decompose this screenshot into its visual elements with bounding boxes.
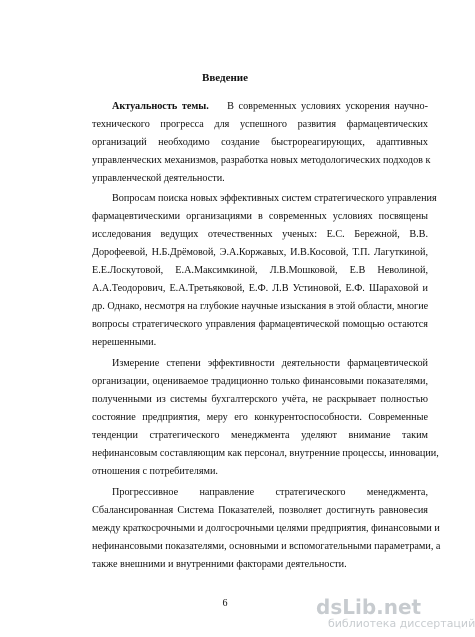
- paragraph-3-line-3: полученными из системы бухгалтерского учёта, не раскрывает полностью: [92, 394, 428, 405]
- paragraph-4-line-4: нефинансовыми показателями, основными и вспомогательными параметрами, а: [92, 541, 441, 552]
- paragraph-4-line-2: Сбалансированная Система Показателей, позволяет достигнуть равновесия: [92, 505, 428, 516]
- paragraph-3-line-5: тенденции стратегического менеджмента уделяют внимание таким: [92, 430, 428, 441]
- paragraph-3-line-1: Измерение степени эффективности деятельности фармацевтической: [112, 358, 428, 369]
- paragraph-2-line-4: Дорофеевой, Н.Б.Дрёмовой, Э.А.Коржавых, И.В.Косовой, Т.П. Лагуткиной,: [92, 247, 428, 258]
- paragraph-3-line-4: состояние предприятия, меру его конкурентоспособности. Современные: [92, 412, 428, 423]
- paragraph-1-line-5: управленческой деятельности.: [92, 173, 225, 184]
- paragraph-2-line-7: др. Однако, несмотря на глубокие научные изыскания в этой области, многие: [92, 301, 429, 312]
- watermark-caption: библиотека диссертаций: [328, 617, 475, 630]
- paragraph-4-line-1: Прогрессивное направление стратегического менеджмента,: [112, 487, 428, 498]
- paragraph-1-line-2: технического прогресса для успешного развития фармацевтических: [92, 119, 428, 130]
- paragraph-2-line-9: нерешенными.: [92, 337, 157, 348]
- paragraph-2-line-1: Вопросам поиска новых эффективных систем стратегического управления: [112, 193, 437, 204]
- paragraph-2-line-8: вопросы стратегического управления фармацевтической помощью остаются: [92, 319, 428, 330]
- paragraph-2-line-3: исследования ведущих отечественных ученых: Е.С. Бережной, В.В.: [92, 229, 428, 240]
- paragraph-2-line-6: А.А.Теодорович, Е.А.Третьяковой, Е.Ф. Л.В Устиновой, Е.Ф. Шараховой и: [92, 283, 428, 294]
- paragraph-4-line-3: между краткосрочными и долгосрочными целями предприятия, финансовыми и: [92, 523, 440, 534]
- paragraph-3-line-2: организации, оцениваемое традиционно только финансовыми показателями,: [92, 376, 428, 387]
- page-number: 6: [222, 598, 228, 609]
- paragraph-4-line-5: также внешними и внутренними факторами деятельности.: [92, 559, 347, 570]
- paragraph-2-line-5: Е.Е.Лоскутовой, Е.А.Максимкиной, Л.В.Мошковой, Е.В Неволиной,: [92, 265, 428, 276]
- watermark: [314, 593, 475, 633]
- paragraph-3-line-6: нефинансовым составляющим как персонал, внутренние процессы, инновации,: [92, 448, 439, 459]
- paragraph-1-line-1: [112, 100, 428, 113]
- paragraph-1-line-3: организаций необходимо создание быстрореагирующих, адаптивных: [92, 137, 428, 148]
- paragraph-2-line-2: фармацевтическими организациями в современных условиях посвящены: [92, 211, 428, 222]
- paragraph-1-line-1-text: В современных условиях ускорения научно-: [227, 101, 428, 112]
- dslib-logo-icon: [314, 595, 444, 619]
- paragraph-1-line-4: управленческих механизмов, разработка новых методологических подходов к: [92, 155, 431, 166]
- page-title: Введение: [201, 72, 249, 84]
- paragraph-3-line-7: отношения с потребителями.: [92, 466, 218, 477]
- paragraph-lead: Актуальность темы.: [112, 101, 209, 112]
- svg-text:dsLib.net: dsLib.net: [316, 595, 422, 619]
